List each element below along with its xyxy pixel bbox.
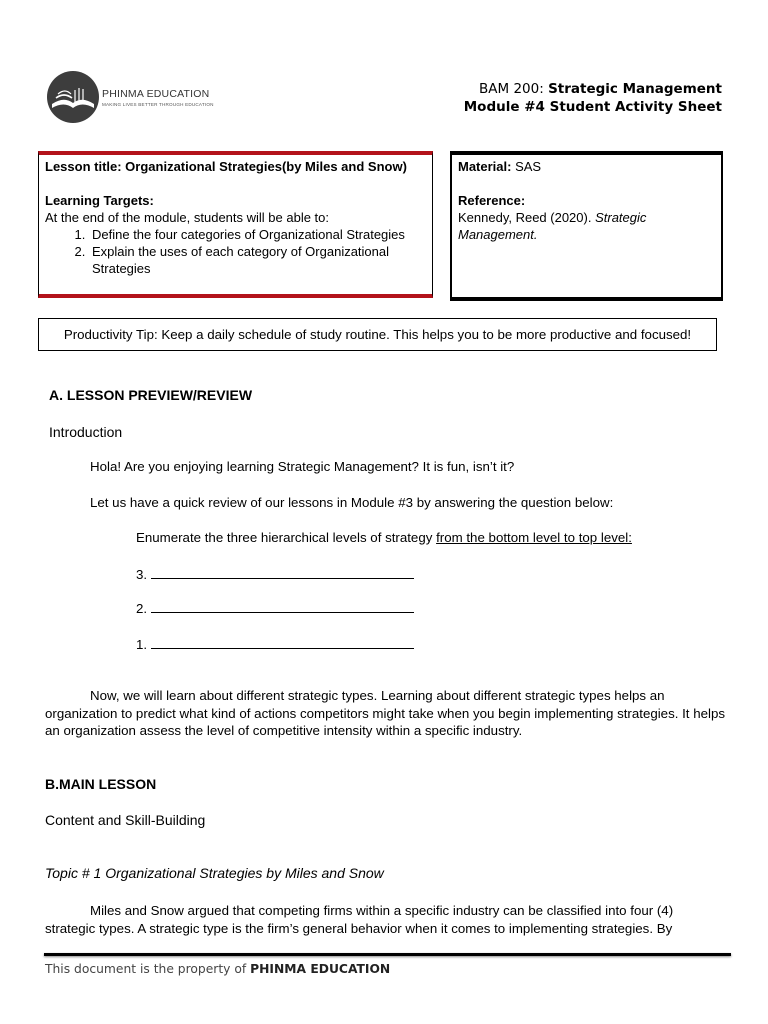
phinma-logo (46, 70, 246, 126)
answer-number: 2. (136, 601, 148, 616)
intro-line-2: Let us have a quick review of our lessons in Module #3 by answering the question below: (90, 495, 614, 510)
logo-name: PHINMA EDUCATION (102, 88, 210, 100)
section-b-heading: B.MAIN LESSON (45, 776, 157, 792)
footer-owner: PHINMA EDUCATION (250, 962, 391, 976)
review-question-underlined: from the bottom level to top level: (436, 530, 632, 545)
course-code: BAM 200: (479, 81, 549, 97)
material-value: SAS (511, 159, 542, 174)
topic-title: Topic # 1 Organizational Strategies by Miles and Snow (45, 865, 384, 881)
section-b-subheading: Content and Skill-Building (45, 812, 206, 828)
answer-blank-row (136, 599, 414, 618)
phinma-emblem-icon (46, 70, 100, 124)
review-question (136, 529, 632, 547)
logo-tagline: MAKING LIVES BETTER THROUGH EDUCATION (102, 102, 214, 107)
course-name: Strategic Management (548, 81, 722, 97)
learning-targets-intro: At the end of the module, students will be able to: (45, 210, 330, 225)
section-a-subheading: Introduction (49, 424, 123, 440)
footer-divider (44, 953, 731, 956)
answer-blank[interactable] (151, 635, 414, 649)
learning-target-item: 2. Explain the uses of each category of Organizational Strategies (89, 243, 426, 277)
answer-number: 1. (136, 637, 148, 652)
material-label: Material: (458, 159, 512, 174)
footer-text: This document is the property of (45, 962, 251, 976)
answer-blank-row (136, 635, 414, 654)
section-b-paragraph: Miles and Snow argued that competing firms within a specific industry can be classified into four (4) strategic types. A strategic type is the firm’s general behavior when it comes to implementing strategies. By (45, 903, 674, 936)
learning-targets-label: Learning Targets: (45, 193, 154, 208)
material-info-box (450, 151, 723, 301)
footer (45, 962, 390, 976)
review-question-text: Enumerate the three hierarchical levels of strategy (136, 530, 437, 545)
answer-blank[interactable] (151, 565, 414, 579)
lesson-title: Lesson title: Organizational Strategies(by Miles and Snow) (45, 159, 407, 174)
section-a-heading: A. LESSON PREVIEW/REVIEW (49, 387, 253, 403)
learning-targets-list (45, 226, 426, 277)
productivity-tip: Productivity Tip: Keep a daily schedule of study routine. This helps you to be more productive and focused! (38, 318, 717, 351)
reference-text: Kennedy, Reed (2020). (458, 210, 596, 225)
answer-blank-row (136, 565, 414, 584)
reference-label: Reference: (458, 193, 526, 208)
course-heading (464, 80, 722, 116)
answer-blank[interactable] (151, 599, 414, 613)
section-a-paragraph: Now, we will learn about different strategic types. Learning about different strategic types helps an organization to predict what kind of actions competitors might take when you begin implementing strategies. It helps an organization assess the level of competitive intensity within a specific industry. (45, 688, 725, 738)
answer-number: 3. (136, 567, 148, 582)
module-title: Module #4 Student Activity Sheet (463, 99, 722, 115)
reference-title: Strategic Management. (458, 210, 647, 242)
lesson-info-box (38, 151, 433, 298)
intro-line-1: Hola! Are you enjoying learning Strategic Management? It is fun, isn’t it? (90, 459, 515, 474)
learning-target-item: 1. Define the four categories of Organizational Strategies (89, 226, 426, 243)
